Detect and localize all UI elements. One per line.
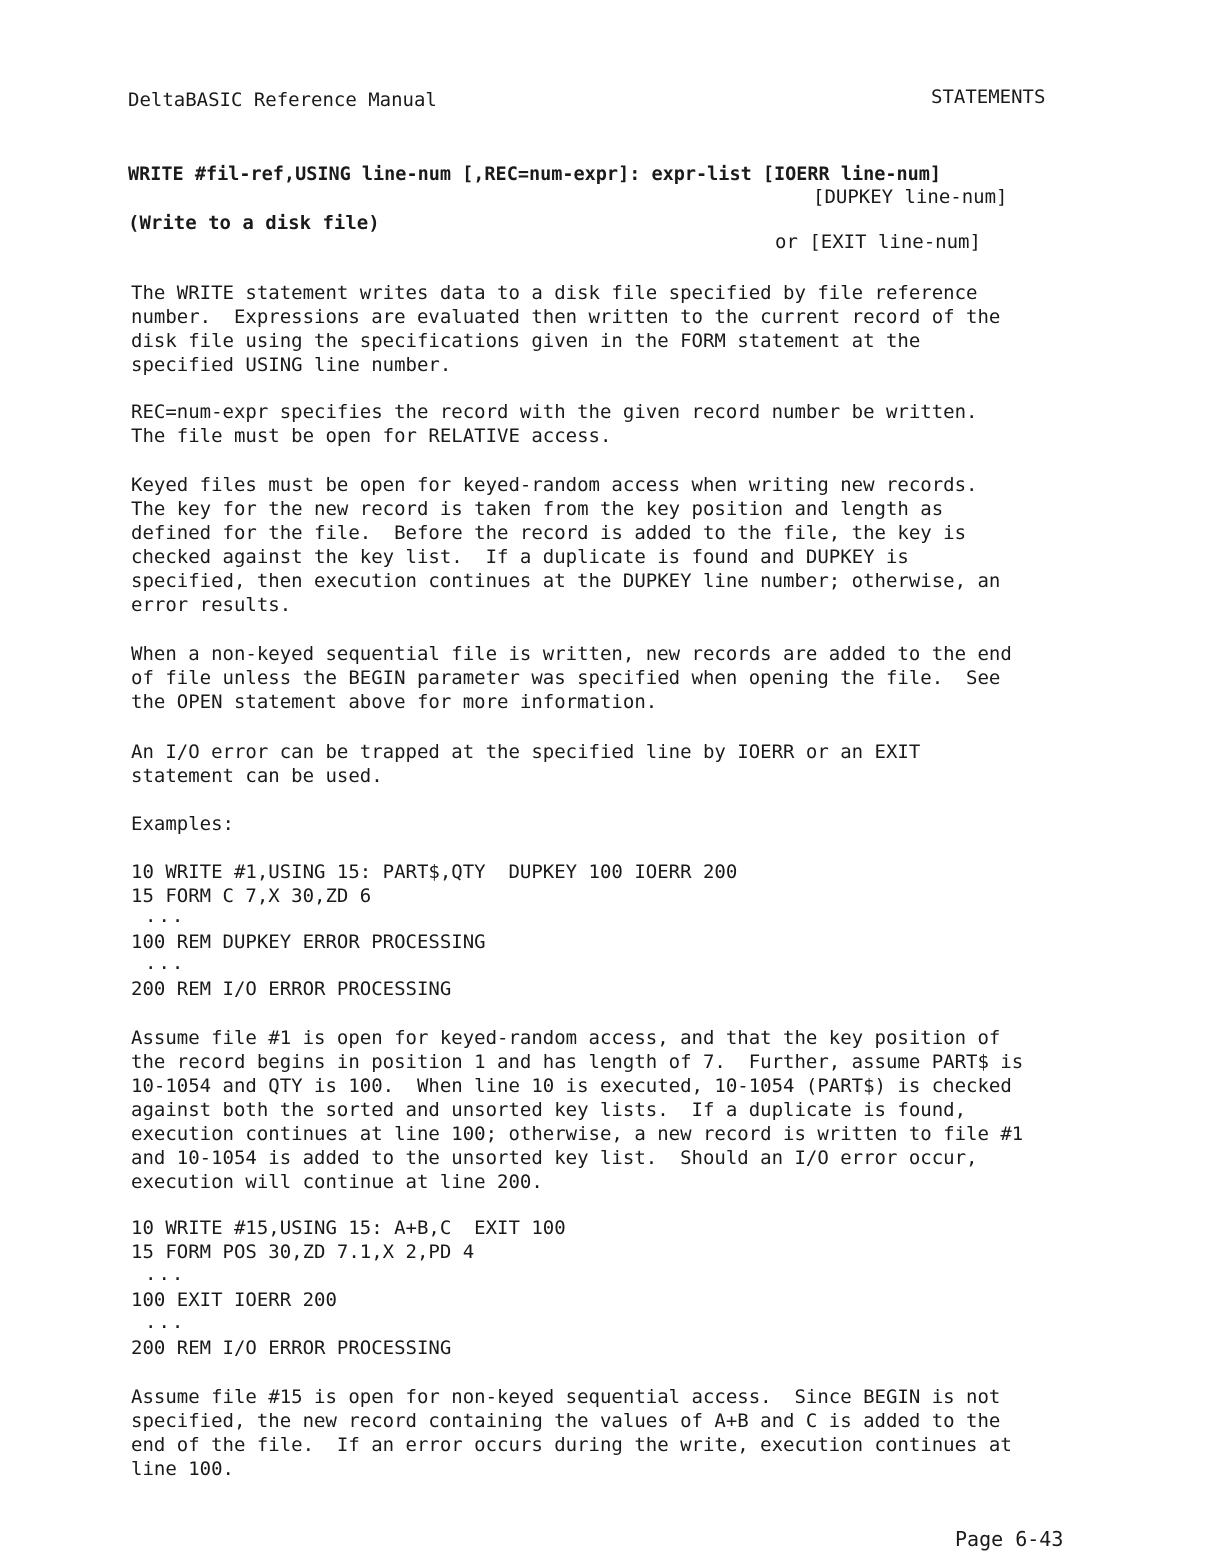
text-line: execution continues at line 100; otherwise, a new record is written to file #1 <box>131 1123 1024 1145</box>
code-line: 100 REM DUPKEY ERROR PROCESSING <box>131 931 486 953</box>
text-line: and 10-1054 is added to the unsorted key list. Should an I/O error occur, <box>131 1147 978 1169</box>
text-line: statement can be used. <box>131 765 383 787</box>
code-ellipsis: ... <box>145 952 186 974</box>
code-line: 200 REM I/O ERROR PROCESSING <box>131 978 452 1000</box>
section-title: STATEMENTS <box>931 86 1046 108</box>
paragraph-rec <box>131 400 1091 448</box>
text-line: the OPEN statement above for more information. <box>131 691 658 713</box>
code-line: 200 REM I/O ERROR PROCESSING <box>131 1337 452 1359</box>
text-line: execution will continue at line 200. <box>131 1171 543 1193</box>
code-line: 10 WRITE #1,USING 15: PART$,QTY DUPKEY 100 IOERR 200 <box>131 861 738 883</box>
text-line: REC=num-expr specifies the record with the given record number be written. <box>131 401 978 423</box>
paragraph-example-1-explanation <box>131 1026 1091 1194</box>
paragraph-example-2-explanation <box>131 1385 1091 1481</box>
text-line: When a non-keyed sequential file is written, new records are added to the end <box>131 643 1012 665</box>
text-line: An I/O error can be trapped at the specified line by IOERR or an EXIT <box>131 741 921 763</box>
code-line: 100 EXIT IOERR 200 <box>131 1289 337 1311</box>
code-line: 10 WRITE #15,USING 15: A+B,C EXIT 100 <box>131 1217 566 1239</box>
examples-label: Examples: <box>131 813 234 835</box>
code-ellipsis: ... <box>145 1263 186 1285</box>
paragraph-non-keyed <box>131 642 1091 714</box>
paragraph-io-error <box>131 740 1091 788</box>
text-line: defined for the file. Before the record is added to the file, the key is <box>131 522 967 544</box>
text-line: specified, the new record containing the values of A+B and C is added to the <box>131 1410 1001 1432</box>
text-line: Keyed files must be open for keyed-random access when writing new records. <box>131 474 978 496</box>
text-line: disk file using the specifications given in the FORM statement at the <box>131 330 921 352</box>
text-line: of file unless the BEGIN parameter was specified when opening the file. See <box>131 667 1001 689</box>
page-number: Page 6-43 <box>955 1527 1064 1551</box>
text-line: number. Expressions are evaluated then written to the current record of the <box>131 306 1001 328</box>
paragraph-write-description <box>131 281 1091 377</box>
code-ellipsis: ... <box>145 1311 186 1333</box>
text-line: The key for the new record is taken from the key position and length as <box>131 498 944 520</box>
manual-title: DeltaBASIC Reference Manual <box>128 89 437 111</box>
code-line: 15 FORM POS 30,ZD 7.1,X 2,PD 4 <box>131 1241 475 1263</box>
syntax-line-1: WRITE #fil-ref,USING line-num [,REC=num-expr]: expr-list [IOERR line-num] <box>128 164 942 185</box>
text-line: against both the sorted and unsorted key lists. If a duplicate is found, <box>131 1099 967 1121</box>
text-line: the record begins in position 1 and has length of 7. Further, assume PART$ is <box>131 1051 1024 1073</box>
text-line: specified USING line number. <box>131 354 452 376</box>
text-line: error results. <box>131 594 292 616</box>
syntax-line-2: [DUPKEY line-num] <box>813 186 1008 208</box>
code-ellipsis: ... <box>145 905 186 927</box>
text-line: Assume file #15 is open for non-keyed sequential access. Since BEGIN is not <box>131 1386 1001 1408</box>
text-line: line 100. <box>131 1458 234 1480</box>
text-line: The file must be open for RELATIVE access. <box>131 425 612 447</box>
code-line: 15 FORM C 7,X 30,ZD 6 <box>131 885 372 907</box>
syntax-description: (Write to a disk file) <box>128 212 380 234</box>
text-line: 10-1054 and QTY is 100. When line 10 is executed, 10-1054 (PART$) is checked <box>131 1075 1012 1097</box>
text-line: Assume file #1 is open for keyed-random access, and that the key position of <box>131 1027 1001 1049</box>
text-line: specified, then execution continues at the DUPKEY line number; otherwise, an <box>131 570 1001 592</box>
syntax-line-3: or [EXIT line-num] <box>775 231 981 253</box>
text-line: checked against the key list. If a duplicate is found and DUPKEY is <box>131 546 909 568</box>
text-line: The WRITE statement writes data to a disk file specified by file reference <box>131 282 978 304</box>
paragraph-keyed-files <box>131 473 1091 617</box>
text-line: end of the file. If an error occurs during the write, execution continues at <box>131 1434 1012 1456</box>
